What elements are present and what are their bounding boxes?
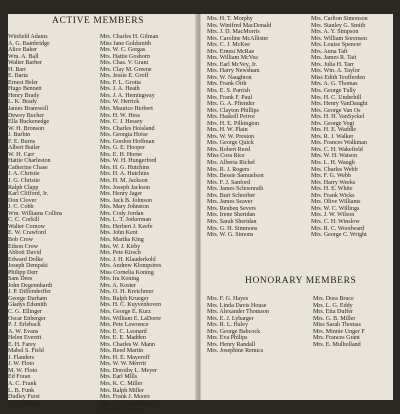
- member-name: Edward Dolke: [8, 256, 44, 263]
- member-name: Mrs. Reed Martin: [100, 348, 144, 355]
- member-name: Mrs. Haskell Peirce: [207, 114, 255, 121]
- member-name: Mrs. H. E. Pilkington: [207, 120, 260, 127]
- member-name: Mrs. Dora Bruce: [313, 296, 354, 302]
- member-name: F. E. Burns: [8, 138, 36, 145]
- member-name: Mrs. Frances Grant: [313, 335, 360, 342]
- member-name: Dudley Furst: [8, 394, 40, 401]
- member-name: Mrs. J. D. MacMorris: [207, 29, 260, 36]
- member-name: Ella Buckenedge: [8, 119, 50, 126]
- member-name: Mrs. Henry Randall: [207, 341, 256, 348]
- member-name: A. G. Bainbridge: [8, 40, 50, 47]
- member-name: Mrs. G. A. Pfiender: [207, 101, 255, 108]
- member-name: Mrs. Bessie Samuelson: [207, 173, 264, 180]
- left-page: [8, 14, 199, 414]
- member-name: L. K. Brady: [8, 99, 37, 106]
- member-name: Mrs. Josephine Remics: [207, 348, 264, 355]
- member-name: Mrs. A. Koster: [100, 282, 136, 289]
- member-name: Mrs. Cody Jordan: [100, 210, 144, 217]
- member-name: Mrs. Maurice Herbert: [100, 106, 153, 113]
- member-name: Joseph Dempski: [8, 263, 48, 270]
- member-name: Sam Dees: [8, 276, 33, 283]
- member-name: H. Barr: [8, 66, 27, 73]
- member-name: Mrs. G. H. Simmons: [207, 225, 258, 232]
- member-name: James Bramwell: [8, 106, 49, 113]
- member-name: Mrs. William McVea: [207, 55, 258, 62]
- member-name: Mrs. Pete Kirsch: [100, 250, 141, 257]
- member-name: Catherine Chase: [8, 164, 48, 171]
- member-name: J. Burbin: [8, 132, 31, 139]
- member-name: Mrs. Jack B. Johnson: [100, 197, 152, 204]
- member-name: Mrs. Alexander Thomson: [207, 309, 269, 316]
- member-name: Mrs. Julia H. Tarr: [311, 61, 354, 68]
- member-name: J. A. Christie: [8, 171, 40, 178]
- member-name: Winfield Adams: [8, 34, 48, 40]
- member-name: Ralph Clapp: [8, 184, 39, 191]
- member-name: E. Barta: [8, 73, 28, 80]
- member-name: Mrs. Charles Webb: [311, 166, 358, 173]
- member-name: T. E. Gifford: [8, 400, 40, 407]
- member-name: George Durham: [8, 295, 48, 302]
- member-name: Hattie Charleston: [8, 158, 51, 165]
- member-name: Mrs. Earl Mills: [100, 374, 138, 381]
- member-name: J. P. Diffenderffer: [8, 289, 52, 296]
- member-name: Mrs. Alberta Richel: [207, 160, 255, 167]
- member-name: A. W. Evans: [8, 328, 39, 335]
- member-name: Mrs. J. H. Klauderkohl: [100, 256, 156, 263]
- member-name: Mrs. C. J. McKee: [207, 42, 250, 49]
- member-name: Mrs. Anna Taft: [311, 48, 348, 55]
- member-name: Mrs. George C. Wright: [311, 232, 367, 239]
- member-name: Mrs. Etta Duffer: [313, 309, 354, 316]
- member-name: Mrs. Wm. A. Taylor: [311, 68, 360, 75]
- member-name: P. J. Erlebach: [8, 322, 41, 329]
- member-name: C. C. Corkill: [8, 217, 40, 224]
- member-name: Walter Cornow: [8, 223, 45, 230]
- member-name: Mrs. H. W. Hess: [100, 112, 140, 119]
- member-name: Mrs. W. G. Simons: [207, 232, 254, 239]
- member-name: Mrs. J. W. Wilson: [311, 212, 355, 219]
- member-name: John Degennhardt: [8, 282, 53, 289]
- member-name: Mrs. T. Edward Moore: [100, 400, 156, 407]
- member-name: Mrs. H. E. White: [311, 186, 353, 193]
- member-name: Mrs. Irene Sheridan: [207, 212, 256, 219]
- member-name: Mrs. Reuben Severs: [207, 205, 256, 212]
- member-name: Wm. Williams Collins: [8, 210, 63, 217]
- member-name: Helen Everett: [8, 335, 42, 342]
- member-name: Mrs. George Tully: [311, 88, 356, 95]
- member-name: Mrs. W. C. Willings: [311, 205, 360, 212]
- member-name: Mrs. O. H. Kretchmer: [100, 289, 154, 296]
- member-name: Albert Butler: [8, 145, 41, 152]
- member-name: Mrs. Frank F. Paul: [207, 94, 253, 101]
- member-name: J. W. Floto: [8, 361, 35, 368]
- member-name: Mrs. Ernest McRae: [207, 48, 255, 55]
- member-name: Miss Sarah Thomas: [313, 322, 361, 329]
- member-name: Mrs. L. T. Jorkerman: [100, 217, 152, 224]
- member-name: A. C. Frank: [8, 380, 37, 387]
- member-name: Mrs. K. C. Miller: [100, 380, 143, 387]
- member-name: Mrs. Sarah Sheridan: [207, 218, 257, 225]
- member-name: J. C. Cobb: [8, 204, 34, 211]
- member-name: C. G. Ellinger: [8, 308, 42, 315]
- member-name: Mrs. H. C. Underhill: [311, 94, 362, 101]
- member-name: Mrs. Linda Davis House: [207, 302, 267, 309]
- member-name: Mrs. H. E. Waddle: [311, 127, 357, 134]
- member-name: Mrs. Andrew Klompstres: [100, 263, 162, 270]
- member-name: Miss Jane Goldsmith: [100, 40, 152, 47]
- member-name: Mabel S. Field: [8, 348, 44, 355]
- member-name: Mrs. E. E. Madden: [100, 335, 147, 342]
- member-name: Miss Cora Rice: [207, 153, 245, 160]
- member-name: Mrs. Clay M. Greene: [100, 66, 152, 73]
- member-name: Mrs. E. J. Lybarger: [207, 315, 254, 322]
- member-name: Mrs. W. Naughton: [207, 74, 252, 81]
- member-name: Mrs. Stanley G. Smith: [311, 22, 366, 29]
- member-name: Mrs. E. H. Horne: [100, 151, 142, 158]
- member-name: Mrs. W. C. Gorgas: [100, 47, 146, 54]
- member-name: Mrs. John Kent: [100, 230, 138, 237]
- member-name: Mrs. H. H. VanSyckel: [311, 114, 365, 121]
- member-name: Mrs. Ira Koning: [100, 276, 140, 283]
- member-name: Mrs. Charles H. Gilman: [100, 34, 159, 40]
- member-name: Edson Crow: [8, 243, 39, 250]
- member-name: Wm. A. Ball: [8, 53, 39, 60]
- member-name: Mrs. J. A. Heath: [100, 86, 140, 93]
- member-name: J. G. Christie: [8, 178, 40, 185]
- member-name: Mrs. H. G. Hutchins: [100, 164, 150, 171]
- member-name: Mrs. C. H. Winslow: [311, 218, 360, 225]
- member-name: Mrs. Frank Orth: [207, 81, 247, 88]
- member-name: Mrs. Herbert J. Keefe: [100, 223, 153, 230]
- member-name: Mrs. W. Herrick: [100, 99, 140, 106]
- member-name: E. H. Farey: [8, 341, 36, 348]
- member-name: Mrs. Charles W. Mann: [100, 341, 155, 348]
- honorary-members-heading: HONORARY MEMBERS: [245, 276, 357, 286]
- member-name: Mrs. Minnie Unger F: [313, 328, 365, 335]
- member-name: Mrs. G. E. Hooper: [100, 145, 146, 152]
- member-name: Mrs. Olive Williams: [311, 199, 361, 206]
- member-name: Mrs. J. A. Hemingway: [100, 92, 155, 99]
- member-name: Mrs. A. G. Thomas: [311, 81, 358, 88]
- member-name: Philipp Derr: [8, 269, 39, 276]
- member-name: Hugo Bennett: [8, 86, 42, 93]
- member-name: Oscar Enberger: [8, 315, 46, 322]
- member-name: Mrs. H. T. Morphy: [207, 16, 253, 22]
- member-name: Mrs. C. J. Hessey: [100, 119, 143, 126]
- member-name: Mrs. C. H. Wakefield: [311, 146, 363, 153]
- member-name: Mrs. George E. Kurz: [100, 308, 151, 315]
- member-name: Mrs. R. J. Walker: [311, 133, 354, 140]
- member-name: Mrs. William E. LaDorre: [100, 315, 161, 322]
- member-name: Mrs. W. W. Preston: [207, 133, 255, 140]
- member-name: Mrs. W. H. Hungerford: [100, 158, 157, 165]
- member-name: Mrs. Martha King: [100, 236, 144, 243]
- member-name: Mrs. R. C. Woodward: [311, 225, 365, 232]
- member-name: Mrs. Burt Schreiber: [207, 192, 256, 199]
- active-members-column-1: [8, 34, 62, 407]
- member-name: Mrs. F. G. Hayes: [207, 296, 249, 302]
- member-name: Mrs. Henry VanDaught: [311, 101, 368, 108]
- member-name: Mrs. F. G. Webb: [311, 173, 351, 180]
- member-name: J. Flanders: [8, 354, 35, 361]
- member-name: Mrs. A. Y. Simpson: [311, 29, 359, 36]
- member-name: Mrs. George Quick: [207, 140, 254, 147]
- member-name: Mrs. James Schoenrath: [207, 186, 264, 193]
- member-name: Dewey Bucher: [8, 112, 45, 119]
- member-name: Mrs. E. S. Parrish: [207, 88, 251, 95]
- member-name: Mrs. Caroline McAllister: [207, 35, 269, 42]
- member-name: Mrs. W. J. Kirby: [100, 243, 141, 250]
- member-name: Mrs. Chas. V. Grant: [100, 60, 149, 67]
- member-name: Mrs. Mary Johnston: [100, 204, 149, 211]
- honorary-members-column-2: [313, 296, 365, 348]
- member-name: Mrs. R. J. Rogers: [207, 166, 250, 173]
- member-name: Gladys Edsmith: [8, 302, 47, 309]
- member-name: Mrs. Clayton Phillips: [207, 107, 259, 114]
- member-name: Mrs. L. H. Waugh: [311, 160, 355, 167]
- member-name: E. W. Crawford: [8, 230, 46, 237]
- member-name: Mrs. L. G. Eddy: [313, 302, 353, 309]
- member-name: Mrs. Gordon Hoffman: [100, 138, 155, 145]
- member-name: Mrs. Frank J. Moore: [100, 394, 150, 401]
- member-name: Mrs. Frank Wicks: [311, 192, 355, 199]
- member-name: Mrs. George Vogt: [311, 120, 355, 127]
- member-name: Mrs. H. M. Jackson: [100, 178, 148, 185]
- member-name: Mrs. Earl McVey, Jr.: [207, 61, 257, 68]
- member-name: Mrs. G. B. Miller: [313, 315, 356, 322]
- right-page: [200, 14, 393, 400]
- member-name: Mrs. F. L. Grotta: [100, 79, 141, 86]
- member-name: Ed Foran: [8, 374, 31, 381]
- member-name: Mrs. Winifred MacDonald: [207, 22, 272, 29]
- member-name: M. W. Floto: [8, 367, 38, 374]
- member-name: Abbott David: [8, 250, 42, 257]
- member-name: Mrs. James R. Tait: [311, 55, 357, 62]
- member-name: Mrs. William Sorensen: [311, 35, 367, 42]
- member-name: Mrs. R. L. Haley: [207, 322, 248, 329]
- member-name: Mrs. H. E. Mayeroff: [100, 354, 150, 361]
- member-name: Mrs. Jessie E. Groff: [100, 73, 149, 80]
- active-members-column-3: [207, 16, 271, 239]
- member-name: Henry Brady: [8, 92, 40, 99]
- member-name: Mrs. H. A. Hutchins: [100, 171, 150, 178]
- honorary-members-column-1: [207, 296, 269, 355]
- member-name: Mrs. Pete Lawrence: [100, 322, 149, 329]
- active-members-column-4: [311, 16, 368, 239]
- member-name: Mrs. Eva Philips: [207, 335, 248, 342]
- member-name: Mrs. Carlton Simonson: [311, 16, 368, 22]
- member-name: Mrs. George Van Os: [311, 107, 361, 114]
- member-name: Mrs. Georgia Hoise: [100, 132, 148, 139]
- member-name: Mrs. H. C. Kuyvenhoven: [100, 302, 162, 309]
- member-name: Walter Barber: [8, 60, 42, 67]
- member-name: Mrs. E. C. Leonard: [100, 328, 147, 335]
- member-name: Mrs. Joseph Jackson: [100, 184, 150, 191]
- member-name: Mrs. Ralph Krueger: [100, 295, 149, 302]
- member-name: Mrs. Henry Jager: [100, 191, 143, 198]
- member-name: Mrs. Dorothy L. Meyer: [100, 367, 157, 374]
- member-name: Mrs. Robert Reed: [207, 146, 251, 153]
- member-name: Mrs. H. W. Plain: [207, 127, 248, 134]
- member-name: Mrs. Harry Weeks: [311, 179, 356, 186]
- member-name: Miss Cornelia Koning: [100, 269, 154, 276]
- member-name: Ernest Beler: [8, 79, 39, 86]
- active-members-heading: ACTIVE MEMBERS: [52, 16, 145, 26]
- member-name: Don Clover: [8, 197, 37, 204]
- member-name: Mrs. W. H. Watson: [311, 153, 358, 160]
- member-name: Mrs. Charles Hoisland: [100, 125, 155, 132]
- member-name: L. B. Funk: [8, 387, 35, 394]
- member-name: Mrs. George Babcock: [207, 328, 261, 335]
- member-name: W. H. Bronson: [8, 125, 45, 132]
- member-name: Mrs. James Seaver: [207, 199, 253, 206]
- member-name: Bob Crow: [8, 236, 34, 243]
- member-name: Mrs. W. W. Merritt: [100, 361, 147, 368]
- member-name: Mrs. W. J. Moore: [100, 407, 143, 414]
- member-name: Miss Edith Teufferden: [311, 74, 366, 81]
- member-name: Mrs. F. J. Sanford: [207, 179, 251, 186]
- member-name: W. H. Carr: [8, 151, 35, 158]
- member-name: Mrs. Harry Newsham: [207, 68, 260, 75]
- member-name: Alice Baker: [8, 47, 38, 54]
- member-name: Mrs. Louise Spencer: [311, 42, 362, 49]
- member-name: Mrs. Ralph Miller: [100, 387, 144, 394]
- member-name: Karl Clifford, Jr.: [8, 191, 49, 198]
- member-name: Mrs. E. Mulholland: [313, 341, 361, 348]
- member-name: Mrs. Frances Walkman: [311, 140, 367, 147]
- active-members-column-2: [100, 34, 161, 414]
- member-name: Mrs. Hattie Goshorn: [100, 53, 150, 60]
